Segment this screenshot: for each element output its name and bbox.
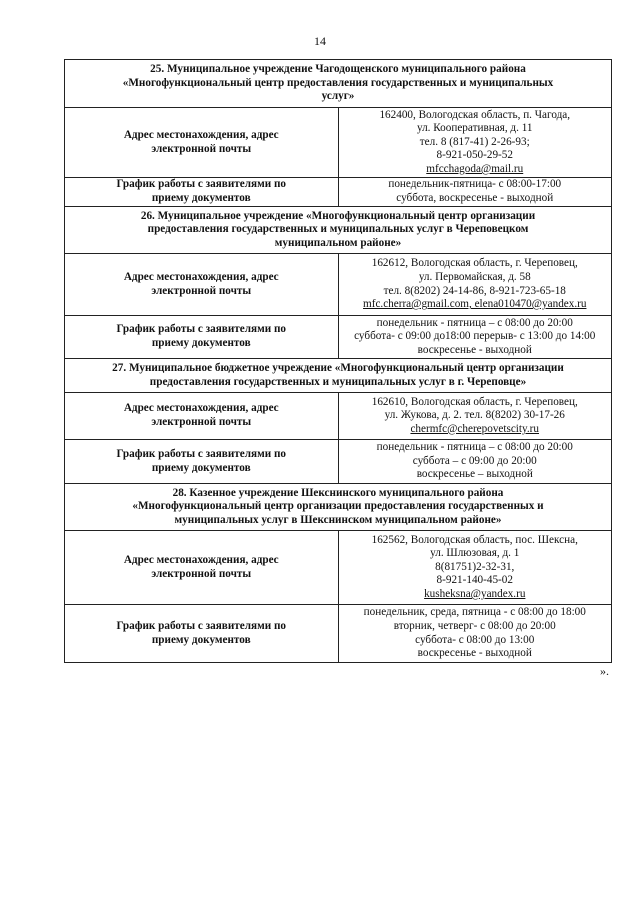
- address-line: ул. Шлюзовая, д. 1: [430, 547, 520, 560]
- schedule-line: суббота- с 09:00 до18:00 перерыв- с 13:00 до 14:00: [354, 330, 596, 343]
- email-link[interactable]: mfcchagoda@mail.ru: [426, 162, 524, 175]
- address-line: тел. 8 (817-41) 2-26-93;: [419, 135, 530, 148]
- mfc-table: [64, 59, 612, 663]
- address-line: тел. 8(8202) 24-14-86, 8-921-723-65-18: [383, 284, 566, 297]
- schedule-label: [65, 605, 339, 663]
- schedule-line: вторник, четверг- с 08:00 до 20:00: [393, 619, 556, 632]
- address-label: [65, 108, 339, 178]
- heading-line: предоставления государственных и муниципальных услуг в Череповецком: [147, 223, 529, 236]
- email-link[interactable]: chermfc@cherepovetscity.ru: [410, 422, 540, 435]
- email-link[interactable]: mfc.cherra@gmail.com, elena010470@yandex.ru: [363, 298, 587, 311]
- address-line: 8(81751)2-32-31,: [435, 560, 515, 573]
- label-line: электронной почты: [151, 567, 252, 580]
- schedule-row: [65, 440, 612, 484]
- schedule-line: понедельник-пятница- с 08:00-17:00: [388, 178, 562, 191]
- schedule-line: суббота, воскресенье - выходной: [396, 192, 554, 204]
- heading-line: 28. Казенное учреждение Шекснинского муниципального района: [172, 486, 504, 499]
- label-line: приему документов: [151, 192, 251, 204]
- label-line: приему документов: [151, 633, 251, 646]
- label-line: Адрес местонахождения, адрес: [123, 128, 279, 141]
- address-line: 162562, Вологодская область, пос. Шексна,: [371, 533, 578, 546]
- label-line: Адрес местонахождения, адрес: [123, 402, 279, 415]
- address-value: [338, 254, 612, 316]
- address-line: ул. Жукова, д. 2. тел. 8(8202) 30-17-26: [384, 409, 565, 422]
- section-heading-row: [65, 359, 612, 393]
- closing-quote-mark: ».: [600, 664, 609, 678]
- address-row: [65, 254, 612, 316]
- section-heading-row: [65, 207, 612, 254]
- label-line: Адрес местонахождения, адрес: [123, 553, 279, 566]
- label-line: электронной почты: [151, 284, 252, 297]
- heading-line: услуг»: [321, 90, 355, 103]
- address-line: ул. Кооперативная, д. 11: [416, 122, 533, 135]
- section-heading: [65, 359, 612, 393]
- schedule-value: [338, 178, 612, 207]
- heading-line: 25. Муниципальное учреждение Чагодощенского муниципального района: [150, 63, 526, 76]
- label-line: приему документов: [151, 337, 251, 349]
- label-line: приему документов: [151, 461, 251, 474]
- section-heading: [65, 60, 612, 108]
- schedule-row: [65, 316, 612, 359]
- schedule-label: [65, 178, 339, 207]
- address-line: 162400, Вологодская область, п. Чагода,: [379, 108, 571, 121]
- address-label: [65, 393, 339, 440]
- schedule-line: понедельник - пятница – с 08:00 до 20:00: [376, 316, 573, 329]
- schedule-line: понедельник - пятница – с 08:00 до 20:00: [376, 441, 573, 454]
- label-line: График работы с заявителями по: [116, 619, 286, 632]
- schedule-line: суббота- с 08:00 до 13:00: [415, 633, 535, 646]
- address-line: 162612, Вологодская область, г. Череповец,: [371, 257, 578, 270]
- address-value: [338, 531, 612, 605]
- schedule-line: воскресенье - выходной: [417, 343, 532, 356]
- section-heading: [65, 207, 612, 254]
- heading-line: 26. Муниципальное учреждение «Многофункциональный центр организации: [140, 209, 536, 222]
- address-line: 162610, Вологодская область, г. Череповец,: [371, 395, 578, 408]
- page-number: 14: [314, 34, 326, 48]
- address-line: 8-921-050-29-52: [436, 149, 513, 162]
- address-row: [65, 108, 612, 178]
- address-line: ул. Первомайская, д. 58: [418, 270, 531, 283]
- schedule-label: [65, 316, 339, 359]
- label-line: График работы с заявителями по: [116, 447, 286, 460]
- heading-line: 27. Муниципальное бюджетное учреждение «Многофункциональный центр организации: [112, 361, 564, 374]
- schedule-line: воскресенье - выходной: [417, 647, 532, 660]
- heading-line: «Многофункциональный центр предоставления государственных и муниципальных: [122, 76, 554, 89]
- schedule-label: [65, 440, 339, 484]
- schedule-value: [338, 440, 612, 484]
- email-link[interactable]: kusheksna@yandex.ru: [424, 587, 526, 600]
- heading-line: муниципальных услуг в Шекснинском муниципальном районе»: [174, 513, 502, 526]
- label-line: Адрес местонахождения, адрес: [123, 270, 279, 283]
- address-label: [65, 254, 339, 316]
- address-line: 8-921-140-45-02: [436, 574, 513, 587]
- address-value: [338, 393, 612, 440]
- label-line: График работы с заявителями по: [116, 178, 286, 191]
- address-row: [65, 393, 612, 440]
- address-value: [338, 108, 612, 178]
- label-line: электронной почты: [151, 416, 252, 428]
- heading-line: предоставления государственных и муниципальных услуг в г. Череповце»: [149, 375, 527, 388]
- address-label: [65, 531, 339, 605]
- schedule-row: [65, 178, 612, 207]
- address-row: [65, 531, 612, 605]
- heading-line: «Многофункциональный центр организации предоставления государственных и: [132, 500, 544, 513]
- label-line: График работы с заявителями по: [116, 323, 286, 336]
- section-heading-row: [65, 484, 612, 531]
- heading-line: муниципальном районе»: [274, 236, 402, 249]
- schedule-value: [338, 605, 612, 663]
- schedule-line: понедельник, среда, пятница - с 08:00 до 18:00: [363, 606, 586, 619]
- section-heading: [65, 484, 612, 531]
- schedule-row: [65, 605, 612, 663]
- schedule-line: воскресенье – выходной: [416, 468, 533, 481]
- section-heading-row: [65, 60, 612, 108]
- label-line: электронной почты: [151, 142, 252, 155]
- schedule-value: [338, 316, 612, 359]
- schedule-line: суббота – с 09:00 до 20:00: [412, 454, 537, 467]
